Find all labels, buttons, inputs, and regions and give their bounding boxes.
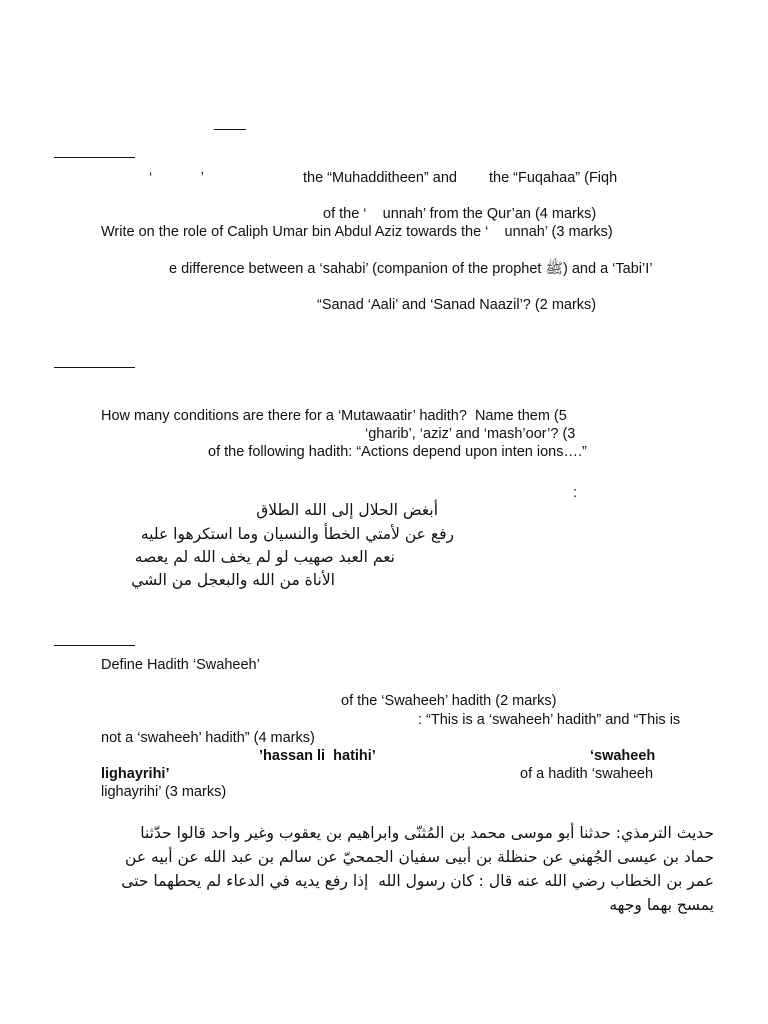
- s2-q3: of the following hadith: “Actions depend upon inten ions….”: [208, 444, 587, 460]
- section-2-rule: [54, 367, 135, 368]
- s2-arabic-line-4: الأناة من الله والبعجل من الشي: [131, 571, 335, 589]
- s3-q4-end: lighayrihi’ (3 marks): [101, 784, 227, 800]
- s3-arabic-para-line-2: حماد بن عيسى الجُهني عن حنظلة بن أبيى سفيان الجمحيّ عن سالم بن عبد الله عن أبيه عن: [125, 848, 714, 866]
- s1-q3: Write on the role of Caliph Umar bin Abdul Aziz towards the ‘ unnah’ (3 marks): [101, 224, 613, 240]
- s2-arabic-line-3: نعم العبد صهيب لو لم يخف الله لم يعصه: [134, 548, 395, 566]
- s3-q4-lighayrihi: lighayrihi’: [101, 766, 170, 782]
- s3-q3: : “This is a ‘swaheeh’ hadith” and “This is: [418, 712, 681, 728]
- s1-q2: of the ‘ unnah’ from the Qur’an (4 marks): [323, 206, 597, 222]
- s1-q5: “Sanad ‘Aali’ and ‘Sanad Naazil’? (2 marks): [317, 297, 597, 313]
- s2-arabic-line-1: أبغض الحلال إلى الله الطلاق: [256, 501, 438, 519]
- s1-q1-muhadditheen: the “Muhadditheen” and: [303, 170, 457, 186]
- section-3-rule: [54, 645, 135, 646]
- s3-q4-of-hadith: of a hadith ‘swaheeh: [520, 766, 654, 782]
- s2-colon: :: [573, 485, 578, 501]
- s1-q1-quotes: ‘ ’: [149, 170, 204, 186]
- s3-q4-hassan: ’hassan li hatihi’: [259, 748, 376, 764]
- s3-arabic-para-line-3: عمر بن الخطاب رضي الله عنه قال : كان رسول الله إذا رفع يديه في الدعاء لم يحطهما حتى: [121, 872, 714, 890]
- s3-arabic-para-line-1: حديث الترمذي: حدثنا أبو موسى محمد بن المُثنّى وابراهيم بن يعقوب وغير واحد قالوا حدّثنا: [140, 824, 714, 842]
- s3-q4-swaheeh: ‘swaheeh: [590, 748, 656, 764]
- s2-arabic-line-2: رفع عن لأمتي الخطأ والنسيان وما استكرهوا عليه: [140, 525, 454, 543]
- s1-q4: e difference between a ‘sahabi’ (companion of the prophet ﷺ) and a ‘Tabi’I’: [169, 261, 653, 277]
- section-1-rule: [54, 157, 135, 158]
- s2-q2: ‘gharib’, ‘aziz’ and ‘mash’oor’? (3: [365, 426, 576, 442]
- s3-arabic-para-line-4: يمسح بهما وجهه: [609, 896, 714, 914]
- title-underline: [214, 129, 246, 130]
- s3-q2: of the ‘Swaheeh’ hadith (2 marks): [341, 693, 557, 709]
- s3-q3-cont: not a ‘swaheeh’ hadith” (4 marks): [101, 730, 315, 746]
- s1-q1-fuqahaa: the “Fuqahaa” (Fiqh: [489, 170, 618, 186]
- s2-q1: How many conditions are there for a ‘Mutawaatir’ hadith? Name them (5: [101, 408, 567, 424]
- s3-q1: Define Hadith ‘Swaheeh’: [101, 657, 260, 673]
